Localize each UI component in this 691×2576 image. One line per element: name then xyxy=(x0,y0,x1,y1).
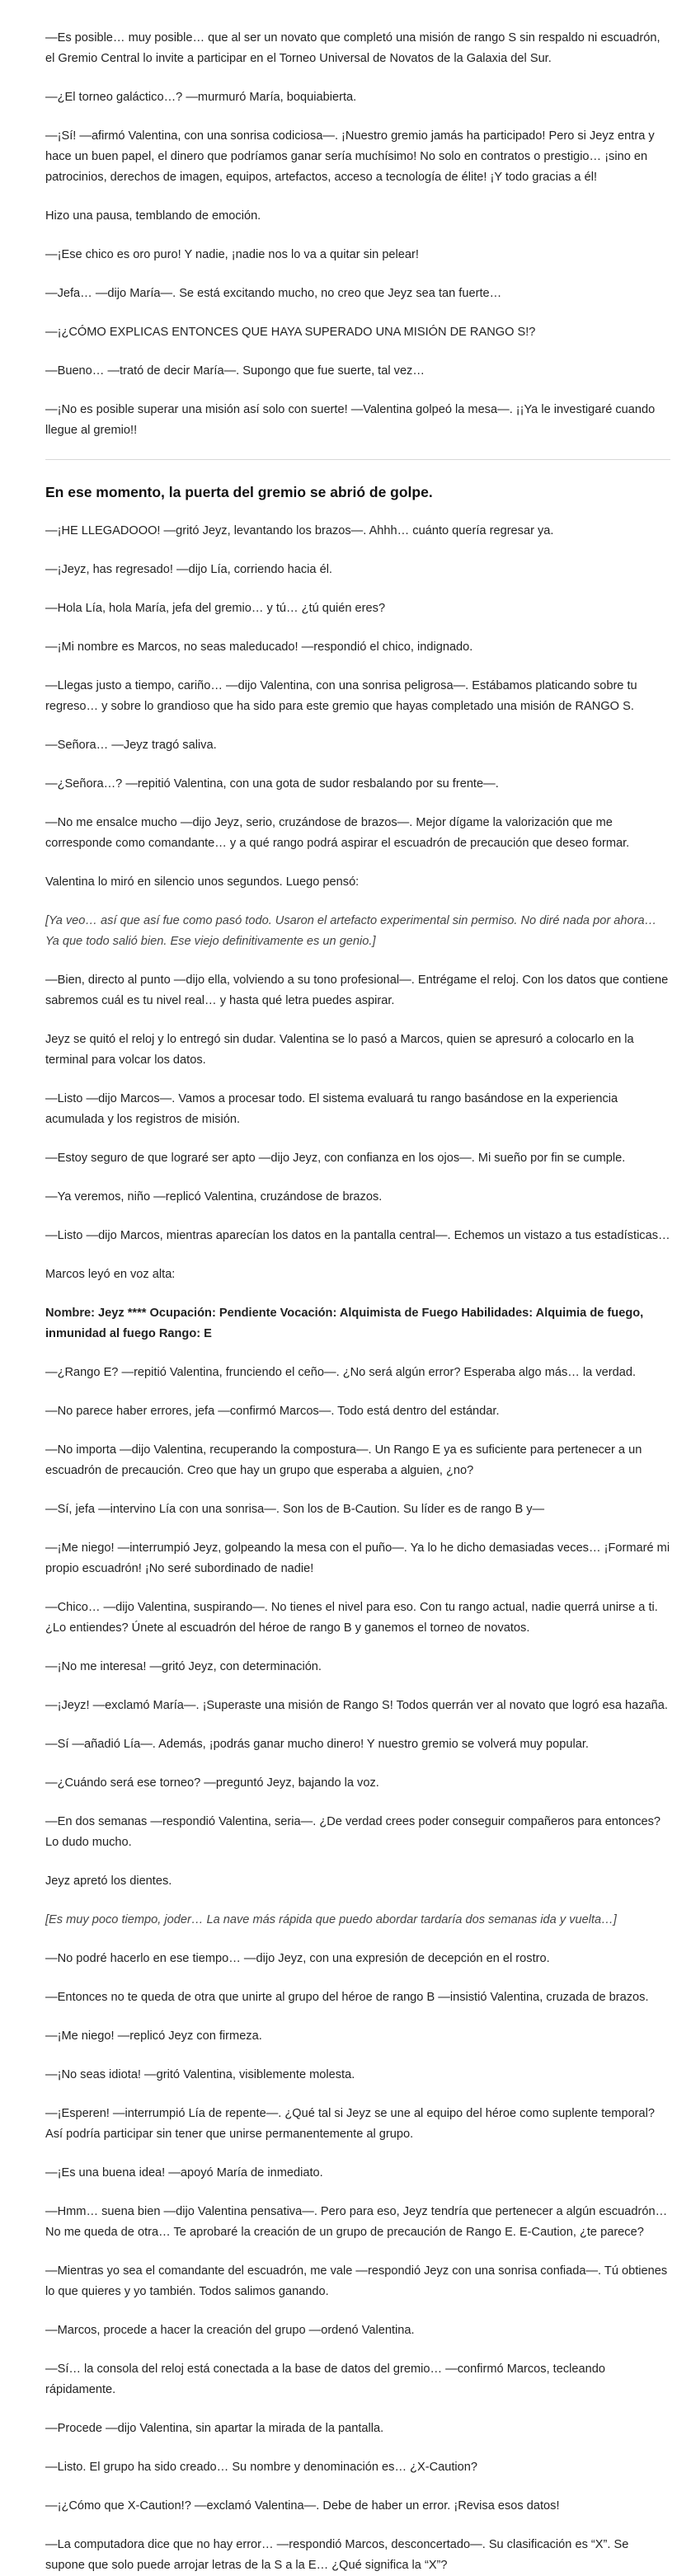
story-paragraph: —Mientras yo sea el comandante del escuadrón, me vale —respondió Jeyz con una sonrisa confiada—. Tú obtienes lo que quieres y yo también. Todos salimos ganando. xyxy=(45,2264,668,2298)
story-paragraph: —Estoy seguro de que lograré ser apto —dijo Jeyz, con confianza en los ojos—. Mi sueño por fin se cumple. xyxy=(45,1152,626,1165)
story-paragraph: —Hmm… suena bien —dijo Valentina pensativa—. Pero para eso, Jeyz tendría que pertenecer a algún escuadrón… No me queda de otra… Te aprobaré la creación de un grupo de precaución de Rango E. E-Caution, ¿te parece? xyxy=(45,2205,668,2239)
story-paragraph: —Es posible… muy posible… que al ser un novato que completó una misión de rango S sin respaldo ni escuadrón, el Gremio Central lo invite a participar en el Torneo Universal de Novatos de la Galaxia del Sur. xyxy=(45,31,660,65)
story-paragraph: —Llegas justo a tiempo, cariño… —dijo Valentina, con una sonrisa peligrosa—. Estábamos platicando sobre tu regreso… y sobre lo grandioso que ha sido para este gremio que hayas completado una misión de RANGO S. xyxy=(45,679,637,713)
story-paragraph: —Listo —dijo Marcos—. Vamos a procesar todo. El sistema evaluará tu rango basándose en la experiencia acumulada y los registros de misión. xyxy=(45,1092,618,1126)
story-paragraph: —Marcos, procede a hacer la creación del grupo —ordenó Valentina. xyxy=(45,2324,415,2337)
story-paragraph: —No me ensalce mucho —dijo Jeyz, serio, cruzándose de brazos—. Mejor dígame la valorización que me corresponde como comandante… y a qué rango podrá aspirar el escuadrón de precaución que deseo formar. xyxy=(45,816,630,850)
story-paragraph: —En dos semanas —respondió Valentina, seria—. ¿De verdad crees poder conseguir compañeros para entonces? Lo dudo mucho. xyxy=(45,1815,661,1849)
story-paragraph: —No podré hacerlo en ese tiempo… —dijo Jeyz, con una expresión de decepción en el rostro. xyxy=(45,1952,550,1965)
scene-heading: En ese momento, la puerta del gremio se abrió de golpe. xyxy=(45,484,433,500)
story-paragraph: Jeyz se quitó el reloj y lo entregó sin dudar. Valentina se lo pasó a Marcos, quien se apresuró a colocarlo en la terminal para volcar los datos. xyxy=(45,1033,634,1067)
story-paragraph: —¡Esperen! —interrumpió Lía de repente—. ¿Qué tal si Jeyz se une al equipo del héroe como suplente temporal? Así podría participar sin tener que unirse permanentemente al grupo. xyxy=(45,2107,656,2141)
story-paragraph: —Jefa… —dijo María—. Se está excitando mucho, no creo que Jeyz sea tan fuerte… xyxy=(45,287,502,300)
story-paragraph: —¡No me interesa! —gritó Jeyz, con determinación. xyxy=(45,1660,322,1673)
story-paragraph: Valentina lo miró en silencio unos segundos. Luego pensó: xyxy=(45,875,360,889)
story-paragraph: —¡Es una buena idea! —apoyó María de inmediato. xyxy=(45,2166,323,2180)
story-paragraph: —Listo. El grupo ha sido creado… Su nombre y denominación es… ¿X-Caution? xyxy=(45,2461,478,2474)
story-paragraph: —No importa —dijo Valentina, recuperando la compostura—. Un Rango E ya es suficiente para pertenecer a un escuadrón de precaución. Creo que hay un grupo que esperaba a alguien, ¿no? xyxy=(45,1443,642,1477)
story-paragraph: —¡Me niego! —interrumpió Jeyz, golpeando la mesa con el puño—. Ya lo he dicho demasiadas veces… ¡Formaré mi propio escuadrón! ¡No seré subordinado de nadie! xyxy=(45,1541,670,1575)
inner-thought-paragraph: [Ya veo… así que así fue como pasó todo. Usaron el artefacto experimental sin permiso. No diré nada por ahora… Ya que todo salió bien. Ese viejo definitivamente es un genio.] xyxy=(45,914,657,948)
story-paragraph: —No parece haber errores, jefa —confirmó Marcos—. Todo está dentro del estándar. xyxy=(45,1405,500,1418)
story-paragraph: —¡Sí! —afirmó Valentina, con una sonrisa codiciosa—. ¡Nuestro gremio jamás ha participado! Pero si Jeyz entra y hace un buen papel, el dinero que podríamos ganar sería muchísimo! No solo en contratos o prestigio… ¡sino en patrocinios, derechos de imagen, equipos, artefactos, acceso a tecnología de élite! ¡Y todo gracias a él! xyxy=(45,129,655,184)
story-paragraph: —Bien, directo al punto —dijo ella, volviendo a su tono profesional—. Entrégame el reloj. Con los datos que contiene sabremos cuál es tu nivel real… y hasta qué letra puedes aspirar. xyxy=(45,974,669,1007)
story-paragraph: —¡Jeyz, has regresado! —dijo Lía, corriendo hacia él. xyxy=(45,563,332,576)
story-paragraph: —¡Jeyz! —exclamó María—. ¡Superaste una misión de Rango S! Todos querrán ver al novato que logró esa hazaña. xyxy=(45,1699,668,1712)
story-paragraph: —Sí, jefa —intervino Lía con una sonrisa—. Son los de B-Caution. Su líder es de rango B y— xyxy=(45,1503,545,1516)
story-paragraph: —¡No seas idiota! —gritó Valentina, visiblemente molesta. xyxy=(45,2068,355,2081)
story-paragraph: —¡HE LLEGADOOO! —gritó Jeyz, levantando los brazos—. Ahhh… cuánto quería regresar ya. xyxy=(45,524,554,537)
stats-paragraph: Nombre: Jeyz **** Ocupación: Pendiente Vocación: Alquimista de Fuego Habilidades: Alquimia de fuego, inmunidad al fuego Rango: E xyxy=(45,1307,644,1340)
story-paragraph: —¿El torneo galáctico…? —murmuró María, boquiabierta. xyxy=(45,91,357,104)
story-paragraph: —Procede —dijo Valentina, sin apartar la mirada de la pantalla. xyxy=(45,2422,384,2435)
story-paragraph: —Chico… —dijo Valentina, suspirando—. No tienes el nivel para eso. Con tu rango actual, nadie querrá unirse a ti. ¿Lo entiendes? Únete al escuadrón del héroe de rango B y ganemos el torneo de novatos. xyxy=(45,1601,658,1635)
story-paragraph: Jeyz apretó los dientes. xyxy=(45,1875,172,1888)
inner-thought-paragraph: [Es muy poco tiempo, joder… La nave más rápida que puedo abordar tardaría dos semanas ida y vuelta…] xyxy=(45,1913,617,1926)
story-paragraph: —La computadora dice que no hay error… —respondió Marcos, desconcertado—. Su clasificación es “X”. Se supone que solo puede arrojar letras de la S a la E… ¿Qué significa la “X”? xyxy=(45,2538,629,2572)
story-section-after-arrival xyxy=(45,521,670,2576)
section-divider xyxy=(45,459,670,460)
story-paragraph: Hizo una pausa, temblando de emoción. xyxy=(45,209,261,223)
story-paragraph: —Sí —añadió Lía—. Además, ¡podrás ganar mucho dinero! Y nuestro gremio se volverá muy popular. xyxy=(45,1738,589,1751)
story-section-before-arrival xyxy=(45,28,670,441)
story-paragraph: —¡¿Cómo que X-Caution!? —exclamó Valentina—. Debe de haber un error. ¡Revisa esos datos! xyxy=(45,2499,560,2513)
story-paragraph: —¡Ese chico es oro puro! Y nadie, ¡nadie nos lo va a quitar sin pelear! xyxy=(45,248,419,261)
story-paragraph: —¡¿CÓMO EXPLICAS ENTONCES QUE HAYA SUPERADO UNA MISIÓN DE RANGO S!? xyxy=(45,326,536,339)
story-paragraph: —¿Señora…? —repitió Valentina, con una gota de sudor resbalando por su frente—. xyxy=(45,777,499,791)
story-paragraph: —Ya veremos, niño —replicó Valentina, cruzándose de brazos. xyxy=(45,1190,383,1204)
story-paragraph: Marcos leyó en voz alta: xyxy=(45,1268,176,1281)
story-paragraph: —¡No es posible superar una misión así solo con suerte! —Valentina golpeó la mesa—. ¡¡Ya le investigaré cuando llegue al gremio!! xyxy=(45,403,656,437)
story-paragraph: —Entonces no te queda de otra que unirte al grupo del héroe de rango B —insistió Valentina, cruzada de brazos. xyxy=(45,1991,649,2004)
story-paragraph: —¡Me niego! —replicó Jeyz con firmeza. xyxy=(45,2029,262,2043)
story-paragraph: —Señora… —Jeyz tragó saliva. xyxy=(45,739,217,752)
story-paragraph: —¿Rango E? —repitió Valentina, frunciendo el ceño—. ¿No será algún error? Esperaba algo más… la verdad. xyxy=(45,1366,637,1379)
story-paragraph: —Sí… la consola del reloj está conectada a la base de datos del gremio… —confirmó Marcos, tecleando rápidamente. xyxy=(45,2363,605,2396)
story-paragraph: —Bueno… —trató de decir María—. Supongo que fue suerte, tal vez… xyxy=(45,364,425,378)
story-paragraph: —Listo —dijo Marcos, mientras aparecían los datos en la pantalla central—. Echemos un vistazo a tus estadísticas… xyxy=(45,1229,670,1242)
story-paragraph: —¡Mi nombre es Marcos, no seas maleducado! —respondió el chico, indignado. xyxy=(45,640,473,654)
story-paragraph: —¿Cuándo será ese torneo? —preguntó Jeyz, bajando la voz. xyxy=(45,1776,379,1790)
story-paragraph: —Hola Lía, hola María, jefa del gremio… y tú… ¿tú quién eres? xyxy=(45,602,386,615)
